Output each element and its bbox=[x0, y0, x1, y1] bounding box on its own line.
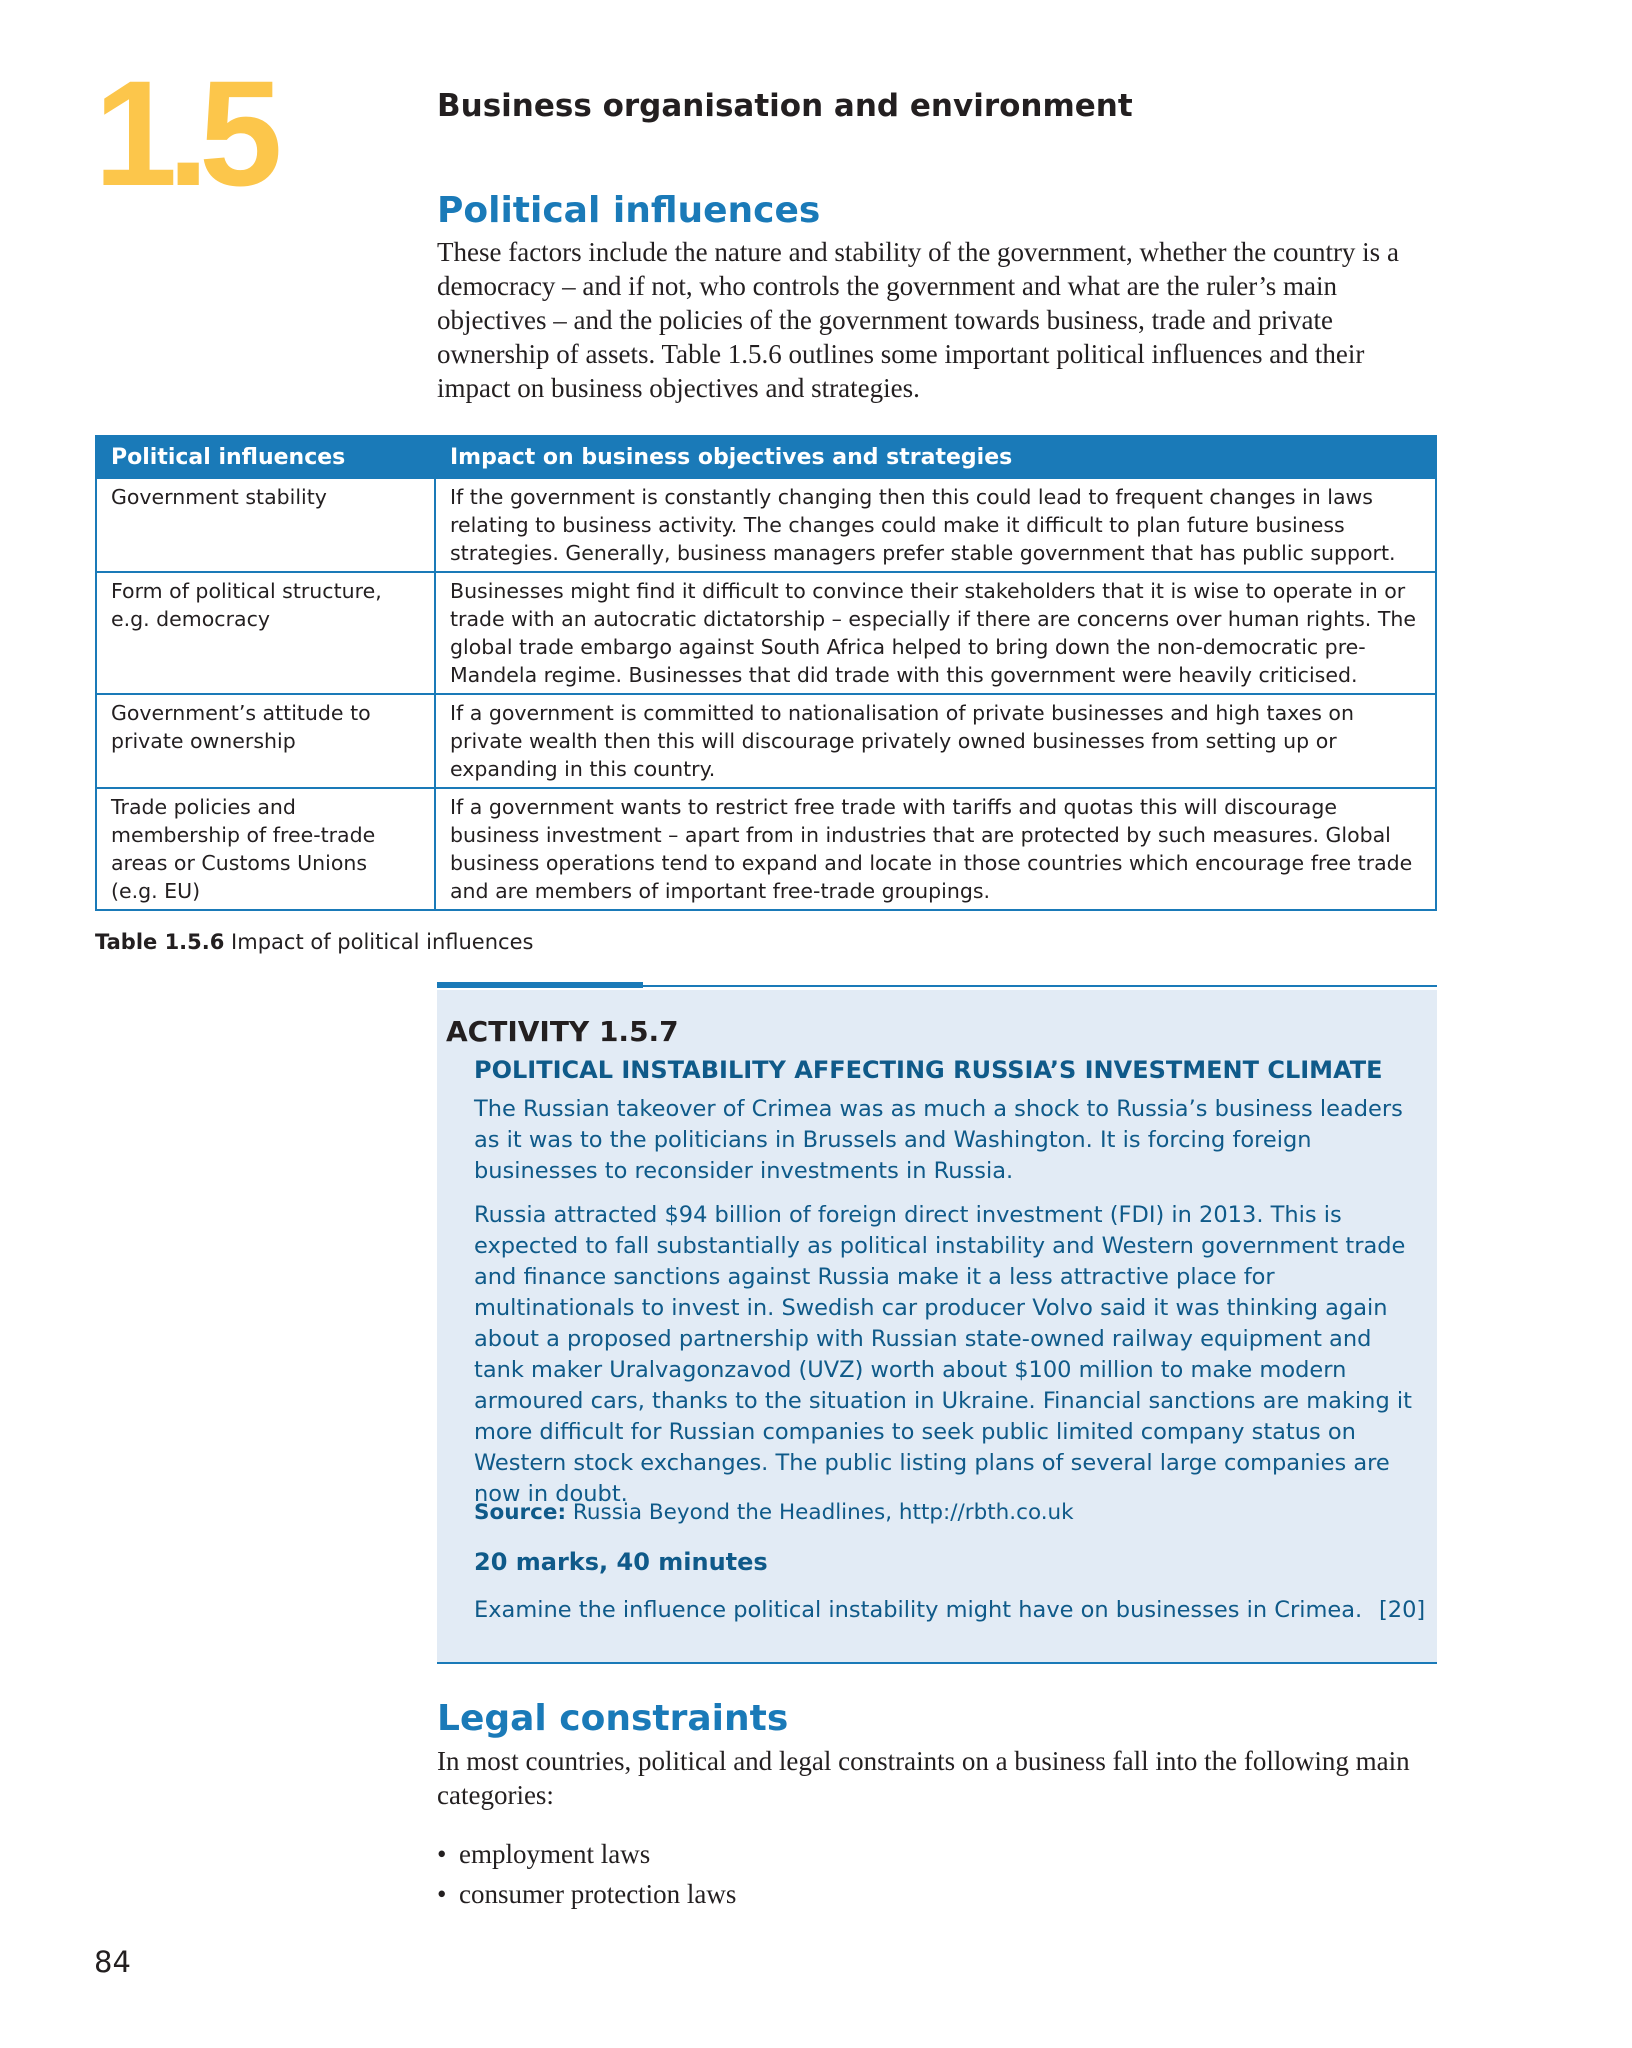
activity-source-text: Russia Beyond the Headlines, http://rbth.co.uk bbox=[566, 1500, 1074, 1525]
list-item: • consumer protection laws bbox=[437, 1874, 736, 1914]
table-row bbox=[96, 478, 1436, 572]
list-item: • employment laws bbox=[437, 1834, 736, 1874]
political-influences-heading: Political influences bbox=[437, 190, 821, 231]
table-caption-label: Table 1.5.6 bbox=[95, 930, 225, 954]
table-header-influence: Political influences bbox=[96, 436, 435, 478]
activity-title: POLITICAL INSTABILITY AFFECTING RUSSIA’S INVESTMENT CLIMATE bbox=[474, 1056, 1383, 1084]
legal-constraints-heading: Legal constraints bbox=[437, 1698, 789, 1739]
table-cell-impact: If a government wants to restrict free trade with tariffs and quotas this will discourage business investment – apart from in industries that are protected by such measures. Global business operations tend to expand and locate in those countries which encourage free trade and are members of important free-trade groupings. bbox=[435, 788, 1436, 910]
running-head: Business organisation and environment bbox=[437, 88, 1133, 124]
legal-categories-list bbox=[437, 1834, 736, 1914]
table-row bbox=[96, 788, 1436, 910]
political-intro-paragraph: These factors include the nature and stability of the government, whether the country is a democracy – and if not, who controls the government and what are the ruler’s main objectives – and the policies of the government towards business, trade and private ownership of assets. Table 1.5.6 outlines some important political influences and their impact on business objectives and strategies. bbox=[437, 237, 1399, 403]
table-cell-influence: Government’s attitude to private ownership bbox=[96, 694, 435, 788]
activity-paragraph-1: The Russian takeover of Crimea was as much a shock to Russia’s business leaders as it was to the politicians in Brussels and Washington. It is forcing foreign businesses to reconsider investments in Russia. bbox=[474, 1096, 1403, 1184]
page-number: 84 bbox=[94, 1945, 131, 1979]
activity-label: ACTIVITY 1.5.7 bbox=[446, 1015, 679, 1048]
activity-question: Examine the influence political instability might have on businesses in Crimea. bbox=[474, 1597, 1363, 1623]
table-cell-influence: Trade policies and membership of free-trade areas or Customs Unions (e.g. EU) bbox=[96, 788, 435, 910]
activity-marks: 20 marks, 40 minutes bbox=[474, 1548, 768, 1576]
table-cell-impact: If the government is constantly changing then this could lead to frequent changes in laws relating to business activity. The changes could make it difficult to plan future business strategies. Generally, business managers prefer stable government that has public support. bbox=[435, 478, 1436, 572]
activity-source-label: Source: bbox=[474, 1500, 567, 1525]
table-caption bbox=[95, 930, 533, 954]
table-cell-influence: Form of political structure, e.g. democracy bbox=[96, 572, 435, 694]
table-row bbox=[96, 694, 1436, 788]
table-row bbox=[96, 572, 1436, 694]
table-header-impact: Impact on business objectives and strategies bbox=[435, 436, 1436, 478]
activity-source bbox=[474, 1500, 1074, 1525]
table-cell-impact: If a government is committed to nationalisation of private businesses and high taxes on private wealth then this will discourage privately owned businesses from setting up or expanding in this country. bbox=[435, 694, 1436, 788]
activity-question-marks: [20] bbox=[1379, 1597, 1426, 1623]
table-cell-impact: Businesses might find it difficult to convince their stakeholders that it is wise to operate in or trade with an autocratic dictatorship – especially if there are concerns over human rights. The global trade embargo against South Africa helped to bring down the non-democratic pre-Mandela regime. Businesses that did trade with this government were heavily criticised. bbox=[435, 572, 1436, 694]
legal-intro-paragraph: In most countries, political and legal constraints on a business fall into the following main categories: bbox=[437, 1746, 1410, 1810]
activity-paragraph-2: Russia attracted $94 billion of foreign direct investment (FDI) in 2013. This is expected to fall substantially as political instability and Western government trade and finance sanctions against Russia make it a less attractive place for multinationals to invest in. Swedish car producer Volvo said it was thinking again about a proposed partnership with Russian state-owned railway equipment and tank maker Uralvagonzavod (UVZ) worth about $100 million to make modern armoured cars, thanks to the situation in Ukraine. Financial sanctions are making it more difficult for Russian companies to seek public limited company status on Western stock exchanges. The public listing plans of several large companies are now in doubt. bbox=[474, 1202, 1412, 1507]
political-influences-table bbox=[95, 435, 1437, 911]
table-header-row bbox=[96, 436, 1436, 478]
activity-tab-bar bbox=[437, 982, 643, 988]
chapter-number: 1.5 bbox=[94, 49, 273, 217]
table-caption-text: Impact of political influences bbox=[224, 930, 534, 954]
table-cell-influence: Government stability bbox=[96, 478, 435, 572]
